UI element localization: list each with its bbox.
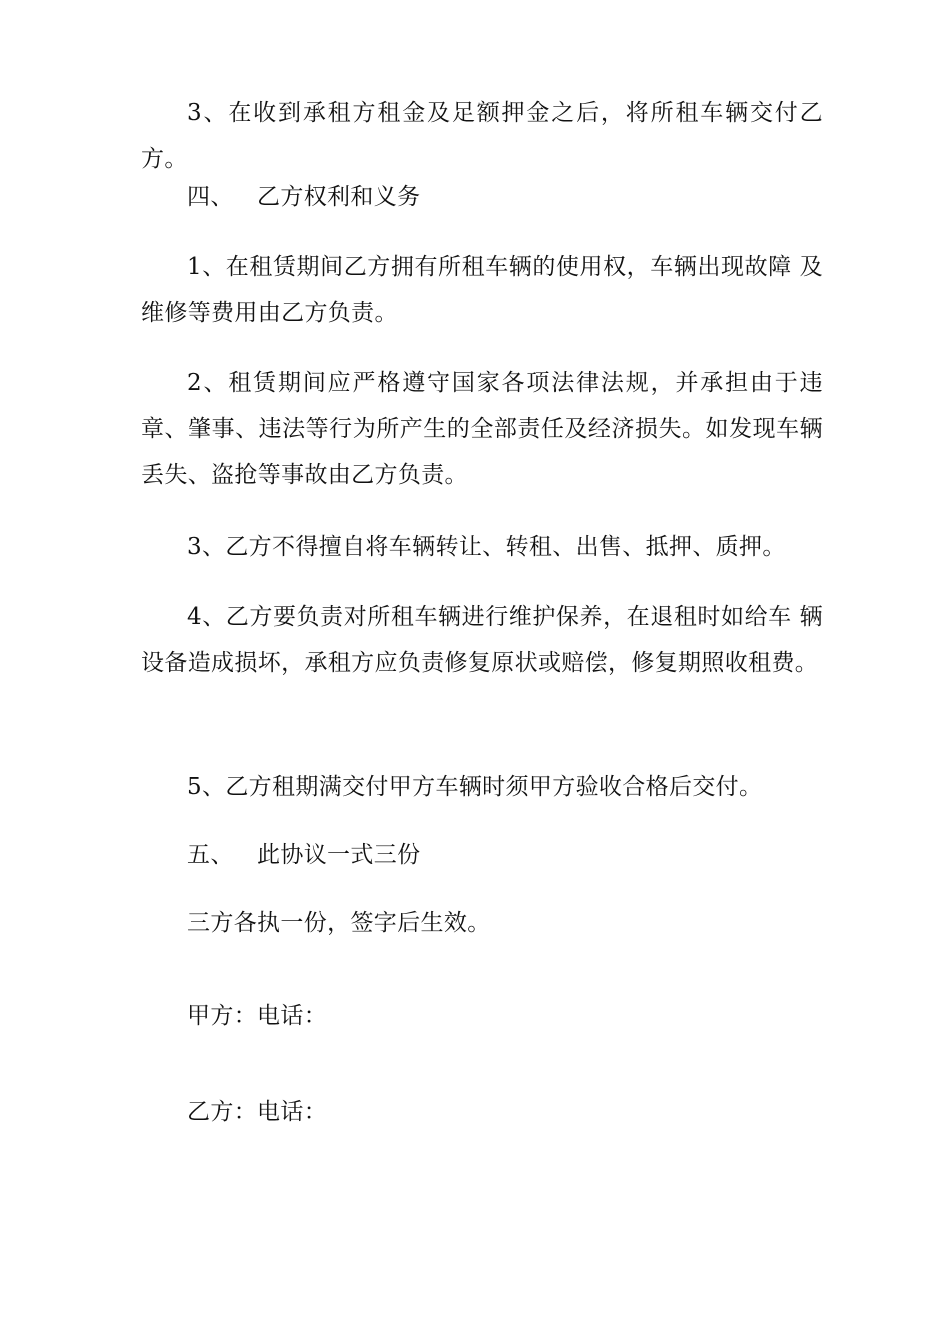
section-heading-5 [187,832,420,878]
effective-statement: 三方各执一份，签字后生效。 [187,910,491,936]
section-title-5: 此协议一式三份 [257,842,421,868]
clause-3-delivery: 3、在收到承租方租金及足额押金之后，将所租车辆交付乙方。 [141,100,823,172]
section-number-4: 四、 [187,184,234,210]
clause-4-maintenance: 4、乙方要负责对所租车辆进行维护保养，在退租时如给车 辆设备造成损坏，承租方应负责修复原状或赔偿，修复期照收租费。 [141,604,823,676]
clause-2-legal-compliance: 2、租赁期间应严格遵守国家各项法律法规，并承担由于违章、肇事、违法等行为所产生的全部责任及经济损失。如发现车辆丢失、盗抢等事故由乙方负责。 [141,370,823,488]
section-title-4: 乙方权利和义务 [257,184,421,210]
section-heading-4 [187,174,420,220]
clause-1-usage-right: 1、在租赁期间乙方拥有所租车辆的使用权，车辆出现故障 及维修等费用由乙方负责。 [141,254,823,326]
clause-3-no-transfer: 3、乙方不得擅自将车辆转让、转租、出售、抵押、质押。 [187,534,786,560]
party-a-signature-line: 甲方：电话： [187,1003,328,1029]
party-b-signature-line: 乙方：电话： [187,1099,328,1125]
section-number-5: 五、 [187,842,234,868]
clause-5-return: 5、乙方租期满交付甲方车辆时须甲方验收合格后交付。 [187,774,763,800]
